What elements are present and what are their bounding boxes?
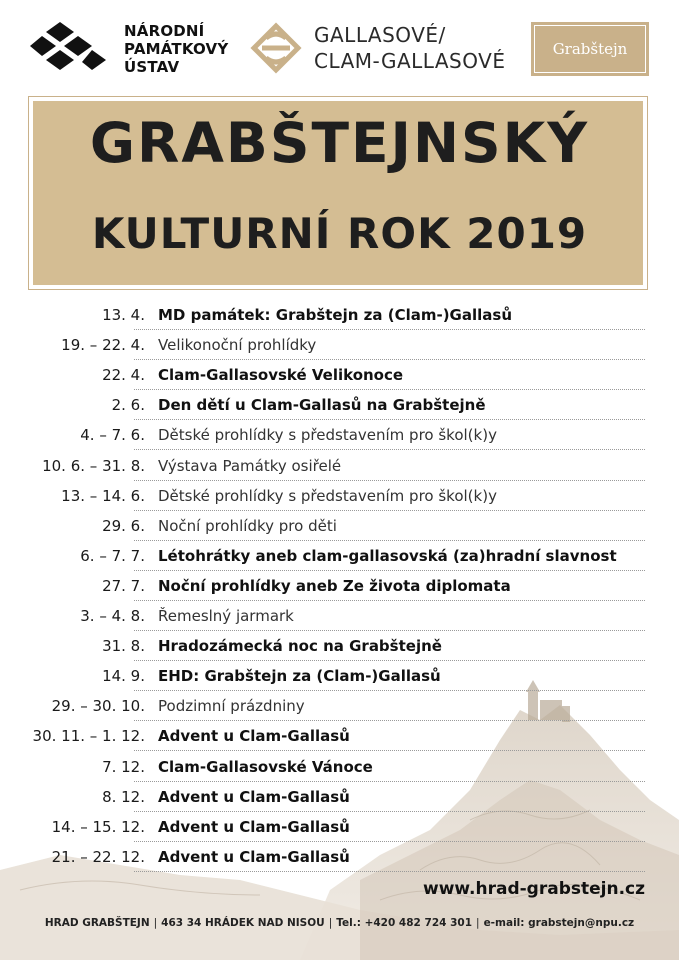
npu-line-3: ÚSTAV (124, 58, 180, 76)
event-row (0, 300, 679, 330)
event-date: 29. – 30. 10. (51, 697, 145, 716)
event-date: 7. 12. (102, 757, 145, 776)
event-title: Podzimní prázdniny (158, 697, 305, 716)
event-date: 22. 4. (102, 366, 145, 385)
event-row (0, 541, 679, 571)
event-date: 27. 7. (102, 576, 145, 595)
event-row (0, 842, 679, 872)
event-date: 10. 6. – 31. 8. (42, 456, 145, 475)
footer-separator: | (328, 917, 333, 929)
event-row (0, 601, 679, 631)
footer-phone: Tel.: +420 482 724 301 (336, 917, 473, 929)
npu-line-2: PAMÁTKOVÝ (124, 40, 229, 58)
grabstejn-badge-label: Grabštejn (534, 25, 646, 73)
event-row (0, 812, 679, 842)
event-date: 4. – 7. 6. (80, 426, 145, 445)
event-row (0, 571, 679, 601)
event-row (0, 360, 679, 390)
npu-line-1: NÁRODNÍ (124, 22, 205, 40)
event-date: 3. – 4. 8. (80, 607, 145, 625)
event-date: 2. 6. (111, 396, 145, 415)
grabstejn-badge (531, 22, 649, 76)
event-date: 8. 12. (102, 787, 145, 806)
event-date: 31. 8. (102, 637, 145, 656)
event-date: 13. – 14. 6. (61, 486, 145, 505)
event-title: Den dětí u Clam-Gallasů na Grabštejně (158, 396, 486, 415)
event-row (0, 330, 679, 360)
event-date: 14. – 15. 12. (51, 817, 145, 836)
gallas-emblem-icon (248, 22, 304, 76)
event-date: 29. 6. (102, 516, 145, 535)
event-title: EHD: Grabštejn za (Clam-)Gallasů (158, 667, 441, 686)
npu-logo-icon (30, 22, 106, 76)
event-date: 6. – 7. 7. (80, 546, 145, 565)
event-row (0, 721, 679, 751)
event-title: Dětské prohlídky s představením pro škol(k)y (158, 426, 497, 445)
event-row (0, 481, 679, 511)
event-row (0, 390, 679, 420)
footer-email: e-mail: grabstejn@npu.cz (483, 917, 635, 929)
gallas-line-1: GALLASOVÉ/ (314, 23, 446, 47)
page-title-line-2: KULTURNÍ ROK 2019 (91, 209, 588, 258)
event-title: MD památek: Grabštejn za (Clam-)Gallasů (158, 306, 512, 324)
event-row (0, 511, 679, 541)
event-row (0, 752, 679, 782)
event-divider (134, 871, 645, 872)
event-date: 19. – 22. 4. (61, 336, 145, 355)
event-title: Advent u Clam-Gallasů (158, 847, 350, 866)
event-title: Clam-Gallasovské Vánoce (158, 757, 373, 776)
footer-separator: | (153, 917, 158, 929)
footer-address: 463 34 HRÁDEK NAD NISOU (161, 917, 325, 929)
gallas-line-2: CLAM-GALLASOVÉ (314, 49, 506, 73)
gallas-name (314, 22, 505, 74)
footer-contact (0, 915, 679, 931)
event-title: Advent u Clam-Gallasů (158, 727, 350, 746)
event-title: Velikonoční prohlídky (158, 336, 317, 355)
event-row (0, 661, 679, 691)
footer-separator: | (476, 917, 480, 929)
event-title: Létohrátky aneb clam-gallasovská (za)hradní slavnost (158, 546, 617, 565)
footer-name: HRAD GRABŠTEJN (44, 917, 150, 929)
event-row (0, 420, 679, 450)
event-date: 14. 9. (102, 667, 145, 686)
event-date: 13. 4. (102, 306, 145, 324)
event-row (0, 631, 679, 661)
npu-name (124, 22, 228, 76)
event-row (0, 782, 679, 812)
event-title: Noční prohlídky aneb Ze života diplomata (158, 576, 511, 595)
event-title: Advent u Clam-Gallasů (158, 817, 350, 836)
event-title: Clam-Gallasovské Velikonoce (158, 366, 404, 385)
event-title: Advent u Clam-Gallasů (158, 787, 350, 806)
event-row (0, 451, 679, 481)
event-date: 21. – 22. 12. (51, 847, 145, 866)
event-title: Hradozámecká noc na Grabštejně (158, 637, 442, 656)
event-title: Řemeslný jarmark (158, 607, 294, 625)
event-date: 30. 11. – 1. 12. (32, 727, 145, 746)
page-title-line-1: GRABŠTEJNSKÝ (89, 111, 590, 175)
event-row (0, 691, 679, 721)
website-url: www.hrad-grabstejn.cz (423, 879, 645, 899)
event-title: Dětské prohlídky s představením pro škol(k)y (158, 486, 497, 505)
event-title: Noční prohlídky pro děti (158, 516, 337, 535)
event-title: Výstava Památky osiřelé (158, 456, 342, 475)
